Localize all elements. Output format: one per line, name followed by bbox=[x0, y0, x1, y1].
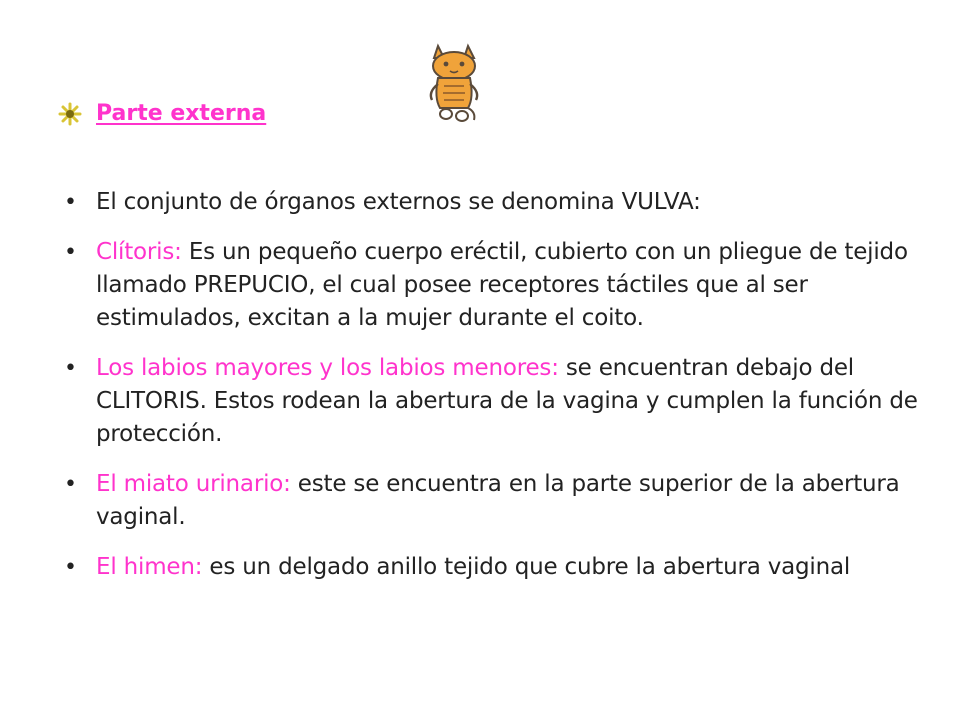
bullet-dot-icon: • bbox=[64, 240, 77, 265]
list-item bbox=[58, 236, 918, 335]
list-item bbox=[58, 352, 918, 451]
bullet-text: es un delgado anillo tejido que cubre la abertura vaginal bbox=[202, 554, 851, 580]
flower-bullet-icon bbox=[58, 102, 82, 126]
bullet-term: El himen: bbox=[96, 554, 203, 580]
list-item bbox=[58, 468, 918, 534]
bullet-dot-icon: • bbox=[64, 190, 77, 215]
bullet-term: Clítoris: bbox=[96, 239, 182, 265]
bullet-list bbox=[58, 186, 918, 601]
list-item bbox=[58, 551, 918, 584]
bullet-term: Los labios mayores y los labios menores: bbox=[96, 355, 559, 381]
bullet-dot-icon: • bbox=[64, 472, 77, 497]
bullet-term: El miato urinario: bbox=[96, 471, 291, 497]
heading-row bbox=[58, 102, 266, 126]
bullet-text: Es un pequeño cuerpo eréctil, cubierto con un pliegue de tejido llamado PREPUCIO, el cual posee receptores táctiles que al ser estimulados, excitan a la mujer durante el coito. bbox=[96, 239, 908, 331]
list-item bbox=[58, 186, 918, 219]
bullet-text: se encuentran debajo del CLITORIS. Estos rodean la abertura de la vagina y cumplen la función de protección. bbox=[96, 355, 918, 447]
cat-figure-icon bbox=[424, 42, 484, 124]
bullet-dot-icon: • bbox=[64, 555, 77, 580]
bullet-text: El conjunto de órganos externos se denomina VULVA: bbox=[96, 189, 701, 215]
bullet-dot-icon: • bbox=[64, 356, 77, 381]
bullet-text: este se encuentra en la parte superior de la abertura vaginal. bbox=[96, 471, 900, 530]
section-heading: Parte externa bbox=[96, 101, 267, 126]
